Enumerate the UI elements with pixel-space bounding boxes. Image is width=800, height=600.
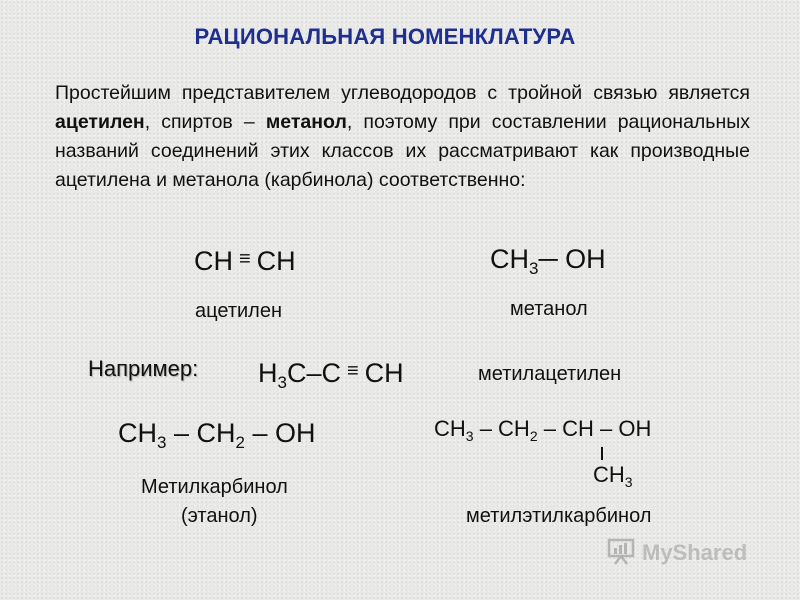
ethanol-sub2: 2 <box>235 433 245 452</box>
methanol-formula <box>490 244 606 278</box>
butanol-dash3: – <box>593 416 619 441</box>
presentation-board-icon <box>606 536 636 571</box>
methylacetylene-h: H <box>258 358 278 388</box>
ethanol-ch2: CH <box>196 418 236 448</box>
butanol-ch: CH <box>562 416 594 441</box>
acetylene-left: CH <box>194 246 233 276</box>
ethanol-sub1: 3 <box>157 433 167 452</box>
watermark <box>606 536 766 570</box>
ethanol-oh: OH <box>275 418 316 448</box>
butanol-oh: OH <box>618 416 652 441</box>
methylacetylene-formula <box>258 358 404 392</box>
methylacetylene-cc: C–C <box>286 358 341 388</box>
ethanol-dash1: – <box>166 418 197 448</box>
triple-bond-symbol: ≡ <box>239 248 251 270</box>
methylacetylene-name: метилацетилен <box>478 363 622 385</box>
butanol-branch-ch: CH <box>593 462 625 487</box>
methanol-oh: OH <box>565 244 606 274</box>
methylacetylene-end: CH <box>364 358 404 388</box>
watermark-text: MyShared <box>642 540 748 565</box>
ethanol-name-line1: Метилкарбинол <box>141 476 288 498</box>
butanol-dash1: – <box>473 416 499 441</box>
ethanol-dash2: – <box>244 418 275 448</box>
intro-acetylene-bold: ацетилен <box>55 111 145 133</box>
methanol-ch: CH <box>490 244 529 274</box>
butanol-name: метилэтилкарбинол <box>466 505 652 527</box>
butanol-sub2: 2 <box>529 428 538 444</box>
butanol-branch-sub: 3 <box>624 474 633 490</box>
example-label: Например: <box>88 356 199 381</box>
butanol-formula <box>434 416 651 442</box>
methanol-name: метанол <box>510 298 588 320</box>
ethanol-formula <box>118 418 316 452</box>
intro-paragraph <box>55 79 750 195</box>
intro-text-1: Простейшим представителем углеводородов с тройной связью является <box>55 82 750 104</box>
page-title: РАЦИОНАЛЬНАЯ НОМЕНКЛАТУРА <box>194 24 576 49</box>
butanol-branch <box>593 462 633 488</box>
intro-text-3: , поэтому при составлении рациональных названий соединений этих классов их рассматривают как производные ацетилена и метанола (карбинола) соответственно: <box>55 111 750 191</box>
triple-bond-symbol-2: ≡ <box>346 360 359 382</box>
methanol-sub: 3 <box>529 259 539 278</box>
ethanol-ch3: CH <box>118 418 157 448</box>
butanol-ch3: CH <box>434 416 466 441</box>
butanol-ch2: CH <box>498 416 530 441</box>
butanol-sub1: 3 <box>465 428 474 444</box>
acetylene-right: CH <box>256 246 296 276</box>
acetylene-name: ацетилен <box>195 300 282 322</box>
acetylene-formula <box>194 246 296 277</box>
ethanol-name-line2: (этанол) <box>181 505 258 527</box>
single-bond-symbol: ─ <box>538 244 558 274</box>
branch-bond-line <box>601 447 603 460</box>
intro-text-2: , спиртов – <box>144 111 266 133</box>
butanol-dash2: – <box>537 416 563 441</box>
intro-methanol-bold: метанол <box>265 111 347 133</box>
methylacetylene-sub: 3 <box>277 373 287 392</box>
